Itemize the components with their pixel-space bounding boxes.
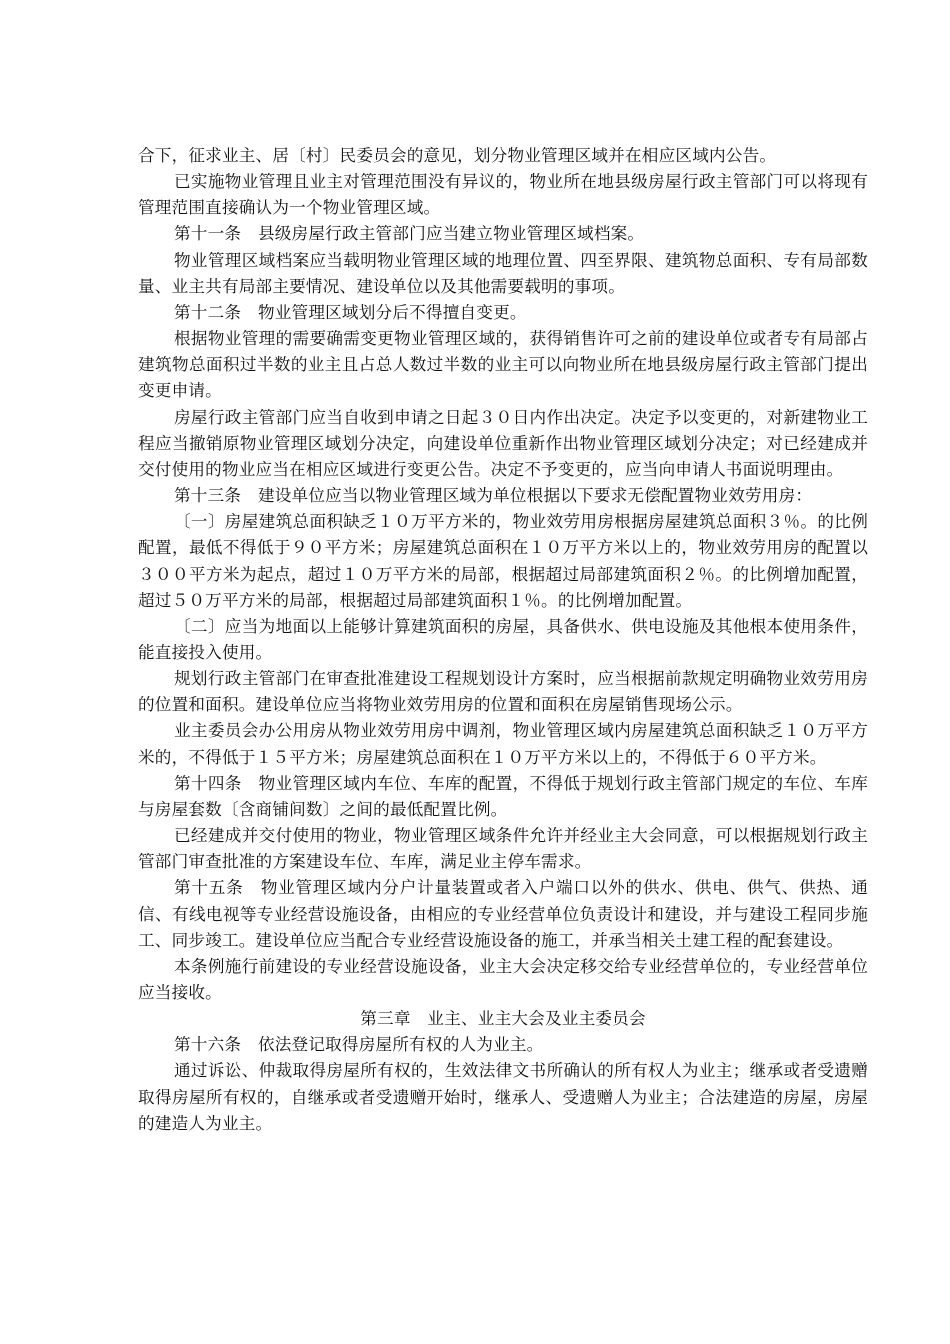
list-item-1: 〔一〕房屋建筑总面积缺乏１０万平方米的，物业效劳用房根据房屋建筑总面积３％。的比例配置，最低不得低于９０平方米；房屋建筑总面积在１０万平方米以上的，物业效劳用房的配置以３００平方米为起点，超过１０万平方米的局部，根据超过局部建筑面积２％。的比例增加配置，超过５０万平方米的局部，根据超过局部建筑面积１％。的比例增加配置。 [138,512,868,610]
paragraph: 已实施物业管理且业主对管理范围没有异议的，物业所在地县级房屋行政主管部门可以将现有管理范围直接确认为一个物业管理区域。 [138,172,868,218]
article-11-heading: 第十一条 县级房屋行政主管部门应当建立物业管理区域档案。 [174,224,645,244]
article-16-heading: 第十六条 依法登记取得房屋所有权的人为业主。 [174,1035,544,1055]
article-12-heading: 第十二条 物业管理区域划分后不得擅自变更。 [174,302,527,322]
paragraph: 规划行政主管部门在审查批准建设工程规划设计方案时，应当根据前款规定明确物业效劳用房的位置和面积。建设单位应当将物业效劳用房的位置和面积在房屋销售现场公示。 [138,669,868,715]
chapter-3-title: 第三章 业主、业主大会及业主委员会 [360,1009,646,1029]
paragraph: 根据物业管理的需要确需变更物业管理区域的，获得销售许可之前的建设单位或者专有局部占建筑物总面积过半数的业主且占总人数过半数的业主可以向物业所在地县级房屋行政主管部门提出变更申请。 [138,329,868,401]
article-13-heading: 第十三条 建设单位应当以物业管理区域为单位根据以下要求无偿配置物业效劳用房： [174,486,813,506]
paragraph-continuation: 合下，征求业主、居〔村〕民委员会的意见，划分物业管理区域并在相应区域内公告。 [138,146,777,165]
paragraph: 业主委员会办公用房从物业效劳用房中调剂，物业管理区域内房屋建筑总面积缺乏１０万平方米的，不得低于１５平方米；房屋建筑总面积在１０万平方米以上的，不得低于６０平方米。 [138,721,868,767]
paragraph: 本条例施行前建设的专业经营设施设备，业主大会决定移交给专业经营单位的，专业经营单位应当接收。 [138,956,868,1002]
document-page [138,143,868,1137]
article-15-heading: 第十五条 物业管理区域内分户计量装置或者入户端口以外的供水、供电、供气、供热、通信、有线电视等专业经营设施设备，由相应的专业经营单位负责设计和建设，并与建设工程同步施工、同步竣工。建设单位应当配合专业经营设施设备的施工，并承当相关土建工程的配套建设。 [138,878,868,950]
list-item-2: 〔二〕应当为地面以上能够计算建筑面积的房屋，具备供水、供电设施及其他根本使用条件，能直接投入使用。 [138,616,868,662]
paragraph: 物业管理区域档案应当载明物业管理区域的地理位置、四至界限、建筑物总面积、专有局部数量、业主共有局部主要情况、建设单位以及其他需要载明的事项。 [138,250,868,296]
paragraph: 通过诉讼、仲裁取得房屋所有权的，生效法律文书所确认的所有权人为业主；继承或者受遗赠取得房屋所有权的，自继承或者受遗赠开始时，继承人、受遗赠人为业主；合法建造的房屋，房屋的建造人为业主。 [138,1061,868,1133]
article-14-heading: 第十四条 物业管理区域内车位、车库的配置，不得低于规划行政主管部门规定的车位、车库与房屋套数〔含商铺间数〕之间的最低配置比例。 [138,773,868,819]
paragraph: 已经建成并交付使用的物业，物业管理区域条件允许并经业主大会同意，可以根据规划行政主管部门审查批准的方案建设车位、车库，满足业主停车需求。 [138,826,868,872]
paragraph: 房屋行政主管部门应当自收到申请之日起３０日内作出决定。决定予以变更的，对新建物业工程应当撤销原物业管理区域划分决定，向建设单位重新作出物业管理区域划分决定；对已经建成并交付使用的物业应当在相应区域进行变更公告。决定不予变更的，应当向申请人书面说明理由。 [138,407,868,479]
